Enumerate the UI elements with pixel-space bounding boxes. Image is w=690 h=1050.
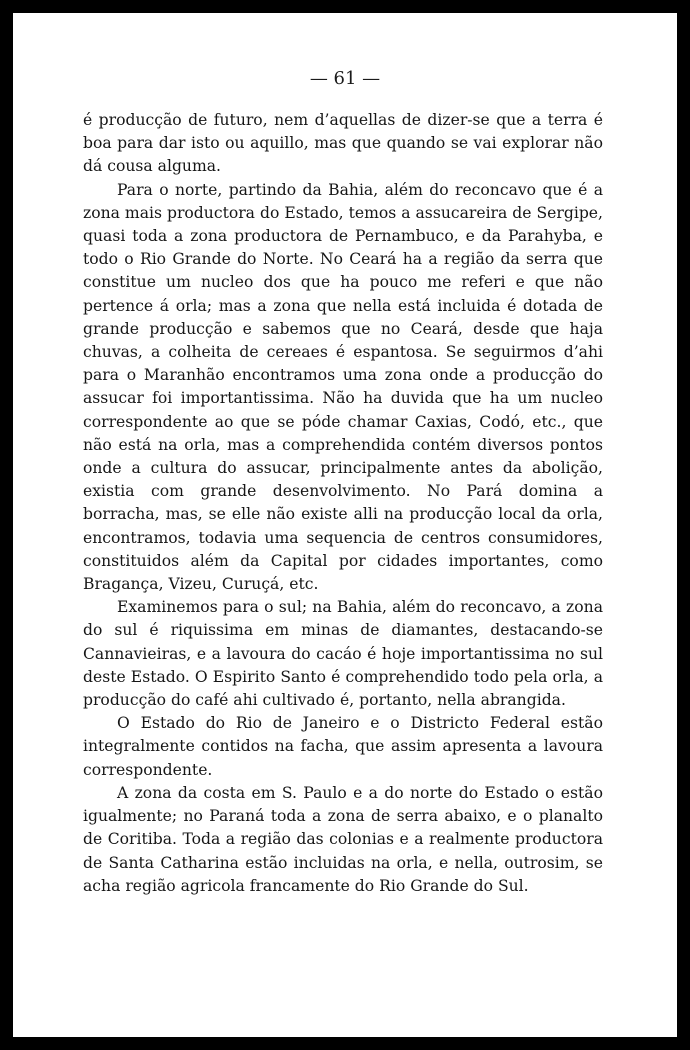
page-number: — 61 —	[309, 68, 381, 89]
paragraph-south: Examinemos para o sul; na Bahia, além do reconcavo, a zona do sul é riquissima em minas de diamantes, destacando-se Cannavieiras, e a lavoura do cacáo é hoje importantissima no sul deste Estado. O Espirito Santo é comprehendido todo pela orla, a producção do café ahi cultivado é, portanto, nella abrangida.	[83, 598, 603, 710]
paragraph-continued: é producção de futuro, nem d’aquellas de dizer-se que a terra é boa para dar isto ou aquillo, mas que quando se vai explorar não dá cousa alguma.	[83, 111, 603, 176]
paragraph-north: Para o norte, partindo da Bahia, além do reconcavo que é a zona mais productora do Estado, temos a assucareira de Sergipe, quasi toda a zona productora de Pernambuco, e da Parahyba, e todo o Rio Grande do Norte. No Ceará ha a região da serra que constitue um nucleo dos que ha pouco me referi e que não pertence á orla; mas a zona que nella está incluida é dotada de grande producção e sabemos que no Ceará, desde que haja chuvas, a colheita de cereaes é espantosa. Se seguirmos d’ahi para o Maranhão encontramos uma zona onde a producção do assucar foi importantissima. Não ha duvida que ha um nucleo correspondente ao que se póde chamar Caxias, Codó, etc., que não está na orla, mas a comprehendida contém diversos pontos onde a cultura do assucar, principalmente antes da abolição, existia com grande desenvolvimento. No Pará domina a borracha, mas, se elle não existe alli na producção local da orla, encontramos, todavia uma sequencia de centros consumidores, constituidos além da Capital por cidades importantes, como Bragança, Vizeu, Curuçá, etc.	[83, 180, 603, 594]
paragraph-rio-de-janeiro: O Estado do Rio de Janeiro e o Districto Federal estão integralmente contidos na facha, que assim apresenta a lavoura correspondente.	[83, 714, 603, 779]
body-text	[83, 109, 603, 898]
paragraph-sao-paulo: A zona da costa em S. Paulo e a do norte do Estado o estão igualmente; no Paraná toda a zona de serra abaixo, e o planalto de Coritiba. Toda a região das colonias e a realmente productora de Santa Catharina estão incluidas na orla, e nella, outrosim, se acha região agricola francamente do Rio Grande do Sul.	[83, 783, 603, 895]
book-page	[13, 13, 677, 1037]
